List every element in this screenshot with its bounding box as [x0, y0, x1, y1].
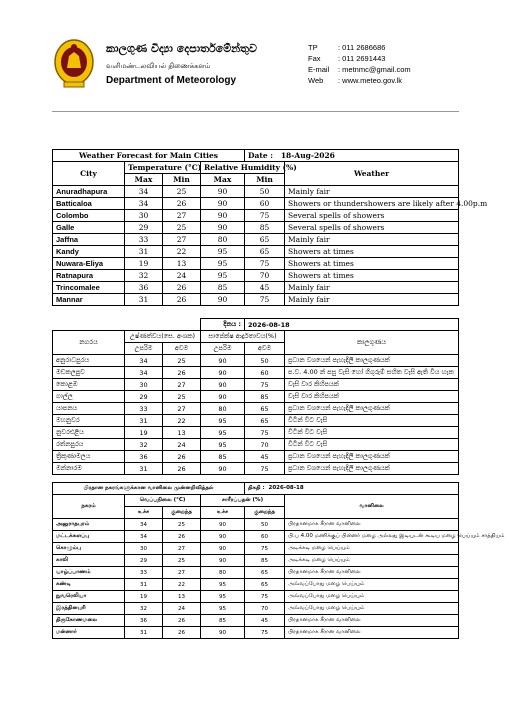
table-row — [53, 591, 459, 603]
col-temp-min: අවම — [163, 343, 201, 355]
weather-cell: Showers at times — [285, 246, 459, 258]
table-row — [53, 258, 459, 270]
rh-min-cell: 65 — [245, 579, 285, 591]
temp-min-cell: 25 — [163, 186, 201, 198]
table-row — [53, 379, 459, 391]
rh-min-cell: 50 — [245, 355, 285, 367]
temp-min-cell: 27 — [163, 210, 201, 222]
weather-cell: ප්‍රධාන වශයෙන් පැහැදිලි කාලගුණයක් — [285, 463, 459, 475]
rh-min-cell: 60 — [245, 367, 285, 379]
weather-cell: ප්‍රධාන වශයෙන් පැහැදිලි කාලගුණයක් — [285, 451, 459, 463]
temp-max-cell: 19 — [125, 427, 163, 439]
temp-min-cell: 24 — [163, 270, 201, 282]
city-cell: யாழ்ப்பாணம் — [53, 567, 125, 579]
weather-cell: විටින් විට වැසි — [285, 439, 459, 451]
table-row — [53, 198, 459, 210]
rh-min-cell: 65 — [245, 567, 285, 579]
rh-max-cell: 90 — [201, 294, 245, 306]
col-rh-min: Min — [245, 174, 285, 186]
city-cell: යාපනය — [53, 403, 125, 415]
weather-cell: විටින් විට වැසි — [285, 415, 459, 427]
rh-max-cell: 95 — [201, 579, 245, 591]
temp-min-cell: 26 — [163, 627, 201, 639]
temp-max-cell: 30 — [125, 210, 163, 222]
temp-max-cell: 29 — [125, 555, 163, 567]
table-title: Weather Forecast for Main Cities — [53, 150, 245, 162]
temp-min-cell: 27 — [163, 403, 201, 415]
forecast-table-tamil — [52, 482, 505, 639]
city-cell: ගාල්ල — [53, 391, 125, 403]
rh-min-cell: 75 — [245, 294, 285, 306]
table-row — [53, 451, 459, 463]
rh-min-cell: 75 — [245, 543, 285, 555]
weather-cell: Showers at times — [285, 258, 459, 270]
city-cell: Galle — [53, 222, 125, 234]
temp-min-cell: 26 — [163, 282, 201, 294]
col-weather: Weather — [285, 162, 459, 186]
table-row — [53, 186, 459, 198]
col-rh-max: Max — [201, 174, 245, 186]
table-row — [53, 246, 459, 258]
temp-min-cell: 26 — [163, 367, 201, 379]
rh-max-cell: 95 — [201, 246, 245, 258]
rh-max-cell: 95 — [201, 270, 245, 282]
rh-max-cell: 90 — [201, 627, 245, 639]
city-cell: கண்டி — [53, 579, 125, 591]
rh-max-cell: 90 — [201, 367, 245, 379]
temp-min-cell: 26 — [163, 294, 201, 306]
table-row — [53, 627, 459, 639]
rh-max-cell: 90 — [201, 519, 245, 531]
rh-min-cell: 75 — [245, 210, 285, 222]
table-row — [53, 543, 459, 555]
temp-min-cell: 27 — [163, 234, 201, 246]
rh-max-cell: 90 — [201, 531, 245, 543]
rh-max-cell: 90 — [201, 391, 245, 403]
weather-cell: பி.ப 4.00 மணிக்குப் பின்னர் மழை அல்லது இடியுடன் கூடிய மழை பெய்யும் சாத்தியம் — [285, 531, 459, 543]
temp-min-cell: 26 — [163, 615, 201, 627]
temp-max-cell: 36 — [125, 615, 163, 627]
national-emblem-icon — [52, 38, 96, 90]
weather-cell: ප්‍රධාන වශයෙන් පැහැදිලි කාලගුණයක් — [285, 355, 459, 367]
department-name-sinhala: කාලගුණ විද්‍යා දෙපාර්තමේන්තුව — [106, 42, 257, 55]
city-cell: Colombo — [53, 210, 125, 222]
temp-min-cell: 26 — [163, 198, 201, 210]
rh-min-cell: 65 — [245, 246, 285, 258]
temp-max-cell: 31 — [125, 463, 163, 475]
rh-min-cell: 45 — [245, 451, 285, 463]
contact-tp: TP : 011 2686686 — [308, 43, 386, 52]
table-row — [53, 210, 459, 222]
table-row — [53, 391, 459, 403]
col-temp-min: Min — [163, 174, 201, 186]
table-row — [53, 555, 459, 567]
forecast-table-sinhala — [52, 318, 459, 475]
col-temperature: උෂ්ණත්වය(සෙ. අංශක) — [125, 331, 201, 343]
table-row — [53, 282, 459, 294]
temp-min-cell: 27 — [163, 567, 201, 579]
city-cell: ත්‍රිකුණාමලය — [53, 451, 125, 463]
temp-min-cell: 25 — [163, 355, 201, 367]
weather-cell: ප්‍රධාන වශයෙන් පැහැදිලි කාලගුණයක් — [285, 403, 459, 415]
table-row — [53, 234, 459, 246]
rh-max-cell: 90 — [201, 379, 245, 391]
rh-min-cell: 70 — [245, 270, 285, 282]
city-cell: மன்னார் — [53, 627, 125, 639]
rh-max-cell: 90 — [201, 222, 245, 234]
city-cell: Batticaloa — [53, 198, 125, 210]
table-title: பிரதான நகரங்களுக்கான வானிலை முன்னறிவித்தல் — [53, 483, 245, 495]
city-cell: திருகோணமலை — [53, 615, 125, 627]
rh-min-cell: 65 — [245, 234, 285, 246]
temp-min-cell: 24 — [163, 439, 201, 451]
temp-min-cell: 27 — [163, 379, 201, 391]
temp-max-cell: 31 — [125, 579, 163, 591]
rh-min-cell: 50 — [245, 519, 285, 531]
col-rh-min: குறைந்த — [245, 507, 285, 519]
temp-max-cell: 32 — [125, 439, 163, 451]
col-rh-min: අවම — [245, 343, 285, 355]
weather-cell: பிரதானமாக சீரான வானிலை — [285, 519, 459, 531]
rh-max-cell: 85 — [201, 451, 245, 463]
table-row — [53, 603, 459, 615]
rh-min-cell: 45 — [245, 282, 285, 294]
weather-cell: அவ்வப்போது மழை பெய்யும் — [285, 603, 459, 615]
rh-max-cell: 95 — [201, 591, 245, 603]
date-label: දිනය : — [201, 319, 245, 331]
table-row — [53, 519, 459, 531]
city-cell: நுவரெலியா — [53, 591, 125, 603]
table-row — [53, 367, 459, 379]
temp-min-cell: 13 — [163, 258, 201, 270]
weather-cell: அடிக்கடி மழை பெய்யும் — [285, 555, 459, 567]
header-divider — [52, 111, 459, 112]
temp-max-cell: 30 — [125, 379, 163, 391]
city-cell: Mannar — [53, 294, 125, 306]
city-cell: Kandy — [53, 246, 125, 258]
weather-cell: ප.ව. 4.00 න් පසු වැසි හෝ ගිගුරුම් සහිත වැසි ඇති විය හැක — [285, 367, 459, 379]
weather-cell: அடிக்கடி மழை பெய்யும் — [285, 543, 459, 555]
rh-min-cell: 65 — [245, 403, 285, 415]
weather-cell: Several spells of showers — [285, 210, 459, 222]
rh-max-cell: 95 — [201, 603, 245, 615]
rh-min-cell: 85 — [245, 555, 285, 567]
contact-email: E-mail : metnmc@gmail.com — [308, 65, 411, 74]
rh-max-cell: 80 — [201, 234, 245, 246]
col-temp-max: උපරිම — [125, 343, 163, 355]
city-cell: Anuradhapura — [53, 186, 125, 198]
temp-max-cell: 34 — [125, 198, 163, 210]
rh-max-cell: 90 — [201, 186, 245, 198]
rh-max-cell: 90 — [201, 543, 245, 555]
temp-max-cell: 32 — [125, 270, 163, 282]
city-cell: අනුරාධපුරය — [53, 355, 125, 367]
weather-cell: பிரதானமாக சீரான வானிலை — [285, 627, 459, 639]
rh-max-cell: 85 — [201, 615, 245, 627]
weather-cell: Mainly fair — [285, 294, 459, 306]
table-row — [53, 294, 459, 306]
table-row — [53, 270, 459, 282]
temp-min-cell: 25 — [163, 222, 201, 234]
city-cell: රත්නපුරය — [53, 439, 125, 451]
rh-max-cell: 95 — [201, 258, 245, 270]
temp-max-cell: 36 — [125, 451, 163, 463]
table-row — [53, 427, 459, 439]
city-cell: Trincomalee — [53, 282, 125, 294]
department-name-tamil: வளிமண்டலவியல் திணைக்களம் — [106, 62, 211, 70]
col-temp-min: குறைந்த — [163, 507, 201, 519]
col-temp-max: Max — [125, 174, 163, 186]
temp-min-cell: 25 — [163, 555, 201, 567]
table-row — [53, 615, 459, 627]
rh-max-cell: 85 — [201, 282, 245, 294]
weather-cell: Mainly fair — [285, 186, 459, 198]
rh-max-cell: 90 — [201, 198, 245, 210]
rh-min-cell: 75 — [245, 591, 285, 603]
rh-min-cell: 75 — [245, 627, 285, 639]
col-rh-max: උපරිම — [201, 343, 245, 355]
contact-web: Web : www.meteo.gov.lk — [308, 76, 403, 85]
temp-max-cell: 19 — [125, 591, 163, 603]
city-cell: මහනුවර — [53, 415, 125, 427]
rh-min-cell: 65 — [245, 415, 285, 427]
letterhead — [52, 38, 459, 98]
temp-min-cell: 13 — [163, 427, 201, 439]
rh-min-cell: 85 — [245, 222, 285, 234]
weather-cell: විටින් විට වැසි — [285, 427, 459, 439]
table-row — [53, 567, 459, 579]
temp-min-cell: 22 — [163, 579, 201, 591]
col-humidity: சாரீரப்பதன் (%) — [201, 495, 285, 507]
temp-min-cell: 25 — [163, 519, 201, 531]
rh-min-cell: 70 — [245, 603, 285, 615]
col-rh-max: உச்ச — [201, 507, 245, 519]
rh-min-cell: 75 — [245, 463, 285, 475]
city-cell: இரத்தினபுரி — [53, 603, 125, 615]
rh-max-cell: 90 — [201, 463, 245, 475]
city-cell: கொழும்பு — [53, 543, 125, 555]
temp-min-cell: 27 — [163, 543, 201, 555]
temp-max-cell: 29 — [125, 222, 163, 234]
temp-max-cell: 30 — [125, 543, 163, 555]
temp-max-cell: 32 — [125, 603, 163, 615]
temp-max-cell: 34 — [125, 531, 163, 543]
department-name-english: Department of Meteorology — [106, 75, 237, 86]
temp-max-cell: 31 — [125, 246, 163, 258]
weather-cell: பிரதானமாக சீரான வானிலை — [285, 567, 459, 579]
col-temperature: வெப்பநிலை (°C) — [125, 495, 201, 507]
temp-max-cell: 33 — [125, 403, 163, 415]
temp-max-cell: 36 — [125, 282, 163, 294]
weather-cell: වැසි වාර කිහිපයක් — [285, 379, 459, 391]
temp-min-cell: 22 — [163, 415, 201, 427]
rh-max-cell: 90 — [201, 210, 245, 222]
forecast-table-english — [52, 149, 488, 306]
weather-cell: Showers at times — [285, 270, 459, 282]
contact-fax: Fax : 011 2691443 — [308, 54, 386, 63]
rh-min-cell: 75 — [245, 427, 285, 439]
contact-info — [308, 42, 411, 86]
temp-max-cell: 31 — [125, 415, 163, 427]
temp-max-cell: 29 — [125, 391, 163, 403]
col-temp-max: உச்ச — [125, 507, 163, 519]
date-cell: திகதி : 2026-08-18 — [245, 483, 459, 495]
rh-max-cell: 80 — [201, 403, 245, 415]
rh-min-cell: 85 — [245, 391, 285, 403]
col-humidity: Relative Humidity (%) — [201, 162, 285, 174]
temp-max-cell: 34 — [125, 519, 163, 531]
date-value: 2026-08-18 — [245, 319, 459, 331]
weather-cell: அவ்வப்போது மழை பெய்யும் — [285, 591, 459, 603]
weather-cell: Mainly fair — [285, 234, 459, 246]
city-cell: Nuwara-Eliya — [53, 258, 125, 270]
rh-min-cell: 60 — [245, 531, 285, 543]
rh-max-cell: 90 — [201, 555, 245, 567]
rh-max-cell: 95 — [201, 439, 245, 451]
rh-min-cell: 70 — [245, 439, 285, 451]
rh-max-cell: 95 — [201, 415, 245, 427]
col-city: நகரம் — [53, 495, 125, 519]
city-cell: කොළඹ — [53, 379, 125, 391]
rh-min-cell: 75 — [245, 379, 285, 391]
rh-min-cell: 75 — [245, 258, 285, 270]
weather-cell: அவ்வப்போது மழை பெய்யும் — [285, 579, 459, 591]
city-cell: மட்டக்களப்பு — [53, 531, 125, 543]
rh-min-cell: 50 — [245, 186, 285, 198]
city-cell: காலி — [53, 555, 125, 567]
col-temperature: Temperature (°C) — [125, 162, 201, 174]
rh-max-cell: 95 — [201, 427, 245, 439]
temp-max-cell: 19 — [125, 258, 163, 270]
temp-min-cell: 26 — [163, 531, 201, 543]
temp-max-cell: 31 — [125, 627, 163, 639]
weather-cell: Mainly fair — [285, 282, 459, 294]
weather-cell: වැසි වාර කිහිපයක් — [285, 391, 459, 403]
rh-max-cell: 80 — [201, 567, 245, 579]
table-row — [53, 439, 459, 451]
temp-min-cell: 13 — [163, 591, 201, 603]
table-row — [53, 531, 459, 543]
temp-min-cell: 22 — [163, 246, 201, 258]
temp-max-cell: 34 — [125, 355, 163, 367]
col-city: නගරය — [53, 331, 125, 355]
city-cell: அனுராதபுரம் — [53, 519, 125, 531]
temp-max-cell: 33 — [125, 234, 163, 246]
temp-max-cell: 34 — [125, 367, 163, 379]
temp-max-cell: 33 — [125, 567, 163, 579]
table-row — [53, 355, 459, 367]
temp-min-cell: 24 — [163, 603, 201, 615]
col-weather: කාලගුණය — [285, 331, 459, 355]
date-cell: Date : 18-Aug-2026 — [245, 150, 459, 162]
weather-cell: Several spells of showers — [285, 222, 459, 234]
rh-max-cell: 90 — [201, 355, 245, 367]
temp-min-cell: 26 — [163, 463, 201, 475]
col-humidity: සාපේක්ෂ ආර්ද්‍රතාවය(%) — [201, 331, 285, 343]
weather-cell: Showers or thundershowers are likely after 4.00p.m — [285, 198, 459, 210]
table-row — [53, 222, 459, 234]
table-row — [53, 403, 459, 415]
city-cell: Jaffna — [53, 234, 125, 246]
city-cell: මන්නාරම — [53, 463, 125, 475]
city-cell: Ratnapura — [53, 270, 125, 282]
temp-min-cell: 26 — [163, 451, 201, 463]
temp-max-cell: 31 — [125, 294, 163, 306]
temp-min-cell: 25 — [163, 391, 201, 403]
temp-max-cell: 34 — [125, 186, 163, 198]
table-row — [53, 463, 459, 475]
table-row — [53, 579, 459, 591]
weather-cell: பிரதானமாக சீரான வானிலை — [285, 615, 459, 627]
rh-min-cell: 45 — [245, 615, 285, 627]
rh-min-cell: 60 — [245, 198, 285, 210]
city-cell: නුවරඑළිය — [53, 427, 125, 439]
col-city: City — [53, 162, 125, 186]
city-cell: මඩකලපුව — [53, 367, 125, 379]
table-row — [53, 415, 459, 427]
col-weather: வானிலை — [285, 495, 459, 519]
